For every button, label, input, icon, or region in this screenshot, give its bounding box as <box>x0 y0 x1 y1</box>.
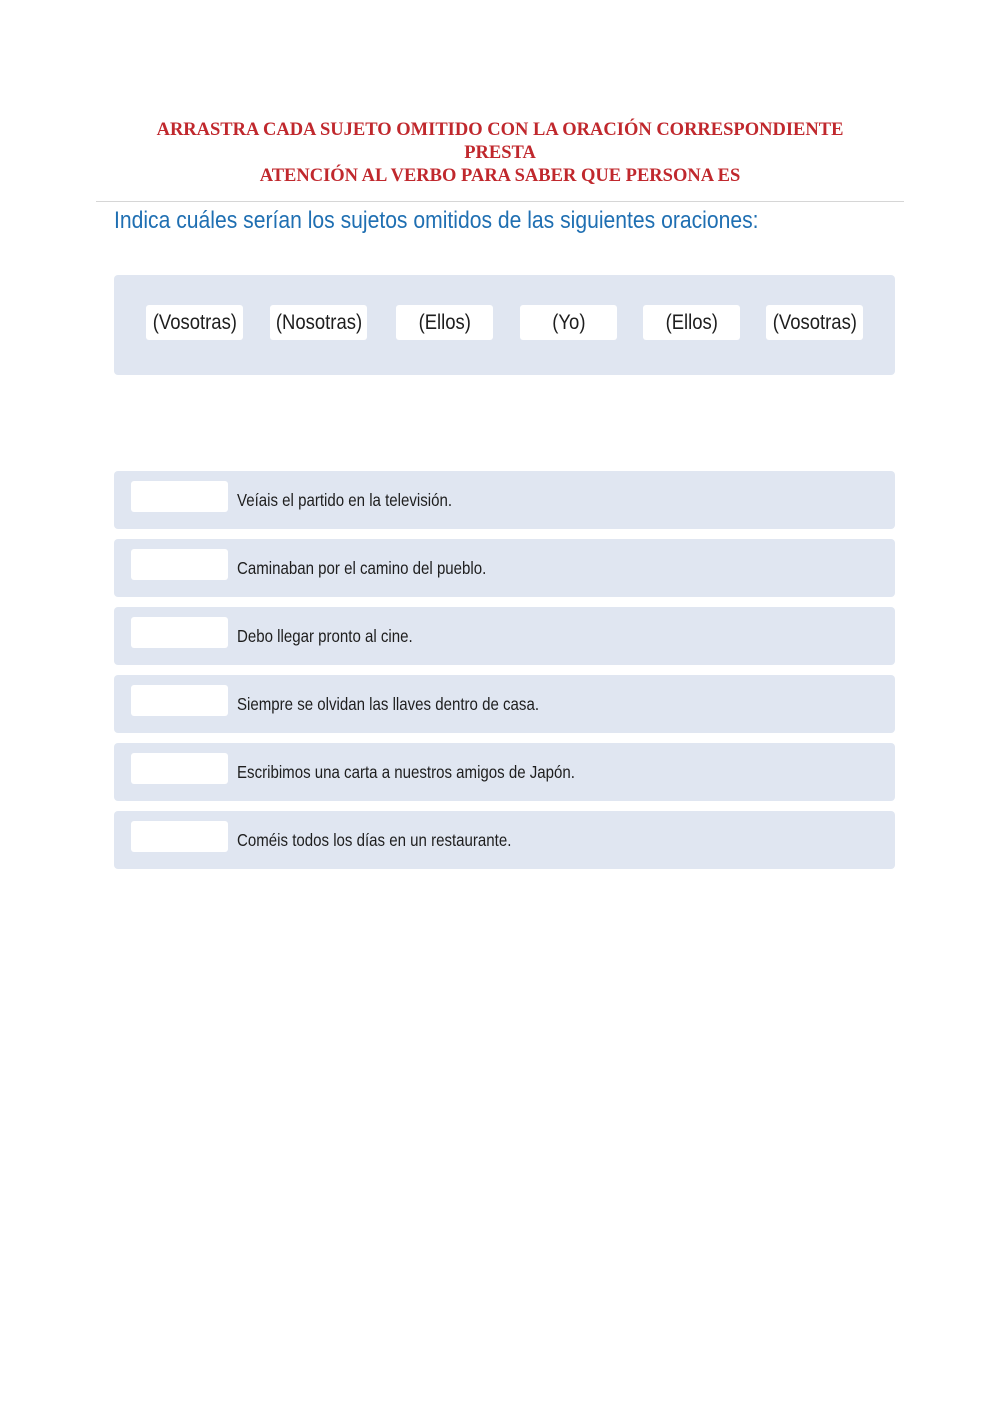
drop-slot[interactable] <box>131 685 228 716</box>
drop-slot[interactable] <box>131 481 228 512</box>
header-divider <box>96 201 904 202</box>
sentence-row <box>114 607 895 665</box>
chip-label: (Vosotras) <box>152 311 237 334</box>
drop-slot[interactable] <box>131 549 228 580</box>
draggable-chip[interactable] <box>396 305 493 340</box>
draggable-chip[interactable] <box>766 305 863 340</box>
sentence-row <box>114 743 895 801</box>
drop-slot[interactable] <box>131 617 228 648</box>
header-line-2: PRESTA <box>464 143 536 163</box>
sentence-list <box>114 471 895 879</box>
chip-label: (Vosotras) <box>772 311 857 334</box>
chip-label: (Nosotras) <box>275 311 363 334</box>
draggable-chip[interactable] <box>146 305 243 340</box>
chip-label: (Yo) <box>551 311 586 334</box>
draggable-chip[interactable] <box>643 305 740 340</box>
header-line-1: ARRASTRA CADA SUJETO OMITIDO CON LA ORACIÓN CORRESPONDIENTE <box>156 120 844 140</box>
sentence-text: Debo llegar pronto al cine. <box>237 626 413 646</box>
instruction-text: Indica cuáles serían los sujetos omitidos de las siguientes oraciones: <box>114 207 759 234</box>
sentence-text: Siempre se olvidan las llaves dentro de casa. <box>237 694 540 714</box>
worksheet-header <box>96 119 904 188</box>
drop-slot[interactable] <box>131 821 228 852</box>
sentence-text: Escribimos una carta a nuestros amigos de Japón. <box>237 762 575 782</box>
chip-label: (Ellos) <box>665 311 718 334</box>
sentence-row <box>114 471 895 529</box>
draggable-chip[interactable] <box>520 305 617 340</box>
sentence-text: Veíais el partido en la televisión. <box>237 490 453 510</box>
sentence-text: Caminaban por el camino del pueblo. <box>237 558 487 578</box>
drop-slot[interactable] <box>131 753 228 784</box>
header-line-3: ATENCIÓN AL VERBO PARA SABER QUE PERSONA ES <box>259 166 741 186</box>
word-bank <box>114 275 895 375</box>
chip-label: (Ellos) <box>418 311 471 334</box>
sentence-text: Coméis todos los días en un restaurante. <box>237 830 512 850</box>
sentence-row <box>114 539 895 597</box>
draggable-chip[interactable] <box>270 305 367 340</box>
sentence-row <box>114 675 895 733</box>
sentence-row <box>114 811 895 869</box>
